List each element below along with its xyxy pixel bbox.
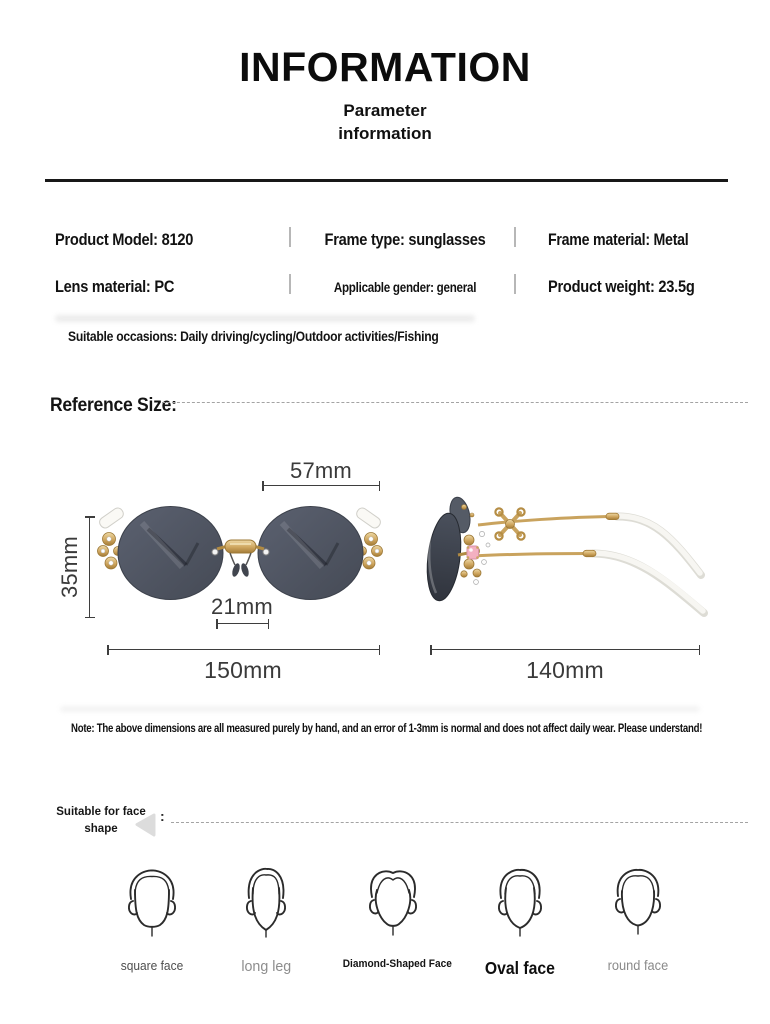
spec-divider xyxy=(289,227,291,247)
dim-label-lens-height: 35mm xyxy=(57,536,82,598)
long-face-icon xyxy=(236,866,296,944)
face-option-square xyxy=(97,866,207,975)
face-option-oval xyxy=(465,866,575,979)
dim-line-frame-width xyxy=(107,649,380,650)
diamond-face-icon xyxy=(363,866,423,944)
spec-gender: Applicable gender: general xyxy=(333,280,477,295)
dim-label-frame-width: 150mm xyxy=(204,657,282,683)
page-title: INFORMATION xyxy=(239,44,531,90)
spec-lens-material: Lens material: PC xyxy=(55,277,175,296)
spec-divider xyxy=(514,227,516,247)
face-label: Diamond-Shaped Face xyxy=(342,958,452,970)
spec-product-model: Product Model: 8120 xyxy=(55,230,194,249)
spec-frame-type: Frame type: sunglasses xyxy=(324,230,486,249)
dotted-divider xyxy=(162,402,748,403)
dim-label-lens-width: 57mm xyxy=(290,458,352,483)
dim-line-temple-length xyxy=(430,649,700,650)
face-label: round face xyxy=(607,958,669,973)
square-face-icon xyxy=(122,866,182,944)
face-label: long leg xyxy=(241,958,291,975)
dim-line-lens-width xyxy=(262,485,380,486)
face-label: square face xyxy=(120,958,184,973)
left-arrow-icon xyxy=(133,811,157,838)
dim-label-temple-length: 140mm xyxy=(526,657,604,683)
dotted-divider xyxy=(171,822,748,823)
face-shape-label: Suitable for face shape xyxy=(56,806,146,835)
measurement-note: Note: The above dimensions are all measured purely by hand, and an error of 1-3mm is normal and does not affect daily wear. Please understand! xyxy=(71,721,703,735)
oval-face-icon xyxy=(490,866,550,944)
dim-line-lens-height xyxy=(89,516,90,618)
spec-frame-material: Frame material: Metal xyxy=(548,231,689,249)
section-shadow xyxy=(60,706,700,712)
round-face-icon xyxy=(608,866,668,944)
sunglasses-side-view xyxy=(420,485,720,630)
dim-line-bridge xyxy=(216,623,269,624)
spec-divider xyxy=(514,274,516,294)
face-option-round xyxy=(583,866,693,975)
dim-label-bridge: 21mm xyxy=(211,594,273,619)
face-option-long xyxy=(211,866,321,976)
spec-weight: Product weight: 23.5g xyxy=(548,277,695,296)
section-shadow xyxy=(55,315,475,322)
spec-divider xyxy=(289,274,291,294)
page-subtitle-line2: information xyxy=(338,124,432,143)
header-divider xyxy=(45,179,728,182)
face-shape-colon: : xyxy=(160,808,165,824)
reference-size-heading: Reference Size: xyxy=(50,394,177,416)
spec-occasions: Suitable occasions: Daily driving/cycling/Outdoor activities/Fishing xyxy=(68,329,439,344)
face-label: Oval face xyxy=(484,958,556,978)
page-subtitle-line1: Parameter xyxy=(343,101,427,120)
face-option-diamond xyxy=(338,866,452,972)
